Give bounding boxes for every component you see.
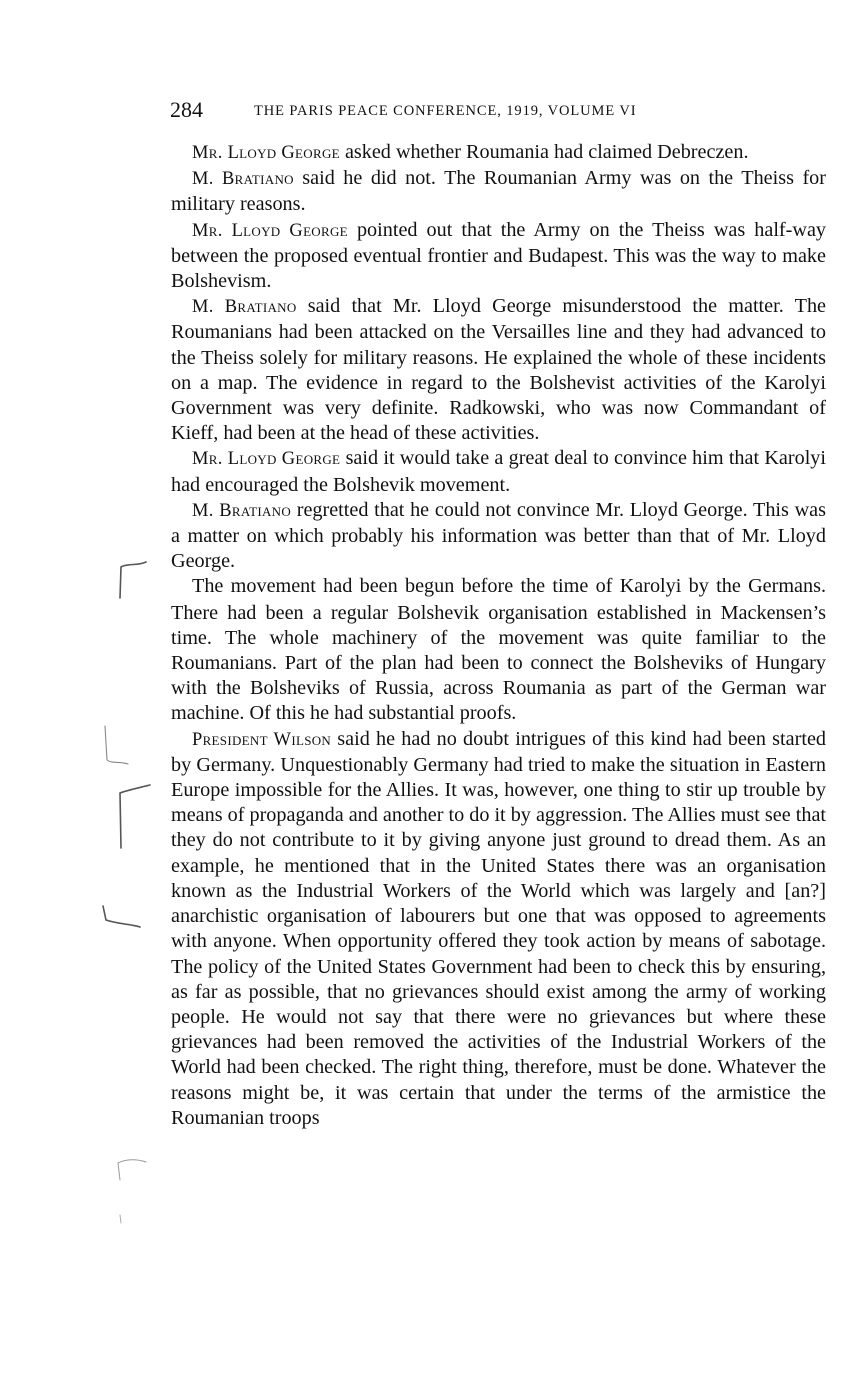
- speaker-name: M. Bratiano: [192, 500, 292, 521]
- speaker-name: Mr. Lloyd George: [192, 449, 341, 470]
- paragraph: [171, 727, 826, 1131]
- paragraph: [171, 294, 826, 446]
- paragraph: [171, 498, 826, 575]
- speaker-name: M. Bratiano: [192, 297, 297, 318]
- paragraph-text: The movement had been begun before the time of Karolyi by the Germans. There had been a regular Bolshevik organisation established in Mackensen’s time. The whole machinery of the movement was quite familiar to the Roumanians. Part of the plan had been to connect the Bolsheviks of Hungary with the Bolsheviks of Russia, across Roumania as part of the German war machine. Of this he had substantial proofs.: [171, 575, 826, 725]
- paragraph: [171, 166, 826, 217]
- margin-pencil-marks: [0, 0, 170, 1380]
- bracket-mark-4: [103, 906, 140, 927]
- pencil-bracket-marks: [0, 0, 170, 1380]
- paragraph-text: said he had no doubt intrigues of this kind had been started by Germany. Unquestionably Germany had tried to make the situation in Eastern Europe impossible for the Allies. It was, however, one thing to stir up trouble by means of propaganda and another to do it by aggression. The Allies must see that they do not contribute to it by giving anyone just ground to dread them. As an example, he mentioned that in the United States there was an organisation known as the Industrial Workers of the World which was largely and [an?] anarchistic organisation of labourers but one that was opposed to agreements with anyone. When opportunity offered they took action by means of sabotage. The policy of the United States Government had been to check this by ensuring, as far as possible, that no grievances should exist among the army of working people. He would not say that there were no grievances but where these grievances had been removed the activities of the Industrial Workers of the World had been checked. The right thing, therefore, must be done. Whatever the reasons might be, it was certain that under the terms of the armistice the Roumanian troops: [171, 727, 827, 1129]
- paragraph: [171, 140, 826, 166]
- paragraph-text: pointed out that the Army on the Theiss was half-way between the proposed eventual frontier and Budapest. This was the way to make Bolshevism.: [171, 218, 827, 293]
- faint-mark: [120, 1215, 121, 1223]
- paragraph-text: said it would take a great deal to convince him that Karolyi had encouraged the Bolshevik movement.: [171, 447, 827, 496]
- bracket-mark-5: [118, 1160, 146, 1180]
- paragraph: [171, 446, 826, 497]
- running-title: THE PARIS PEACE CONFERENCE, 1919, VOLUME VI: [254, 103, 637, 119]
- paragraph-text: asked whether Roumania had claimed Debreczen.: [339, 141, 749, 163]
- page-header: [170, 96, 826, 126]
- speaker-name: President Wilson: [192, 729, 332, 750]
- paragraph-text: regretted that he could not convince Mr. Lloyd George. This was a matter on which probably his information was better than that of Mr. Lloyd George.: [171, 498, 826, 573]
- paragraph: [171, 574, 826, 726]
- bracket-mark-3: [120, 785, 150, 848]
- speaker-name: Mr. Lloyd George: [192, 143, 340, 163]
- body-text: [171, 140, 826, 1131]
- page-number: 284: [170, 97, 203, 122]
- bracket-mark-2: [105, 726, 128, 764]
- paragraph-text: said he did not. The Roumanian Army was on the Theiss for military reasons.: [171, 167, 826, 216]
- speaker-name: M. Bratiano: [192, 169, 294, 190]
- speaker-name: Mr. Lloyd George: [192, 220, 348, 241]
- bracket-mark-1: [120, 562, 146, 598]
- paragraph: [171, 218, 826, 295]
- paragraph-text: said that Mr. Lloyd George misunderstood the matter. The Roumanians had been attacked on the Versailles line and they had advanced to the Theiss solely for military reasons. He explained the whole of these incidents on a map. The evidence in regard to the Bolshevist activities of the Karolyi Government was very definite. Radkowski, who was now Commandant of Kieff, had been at the head of these activities.: [171, 295, 826, 445]
